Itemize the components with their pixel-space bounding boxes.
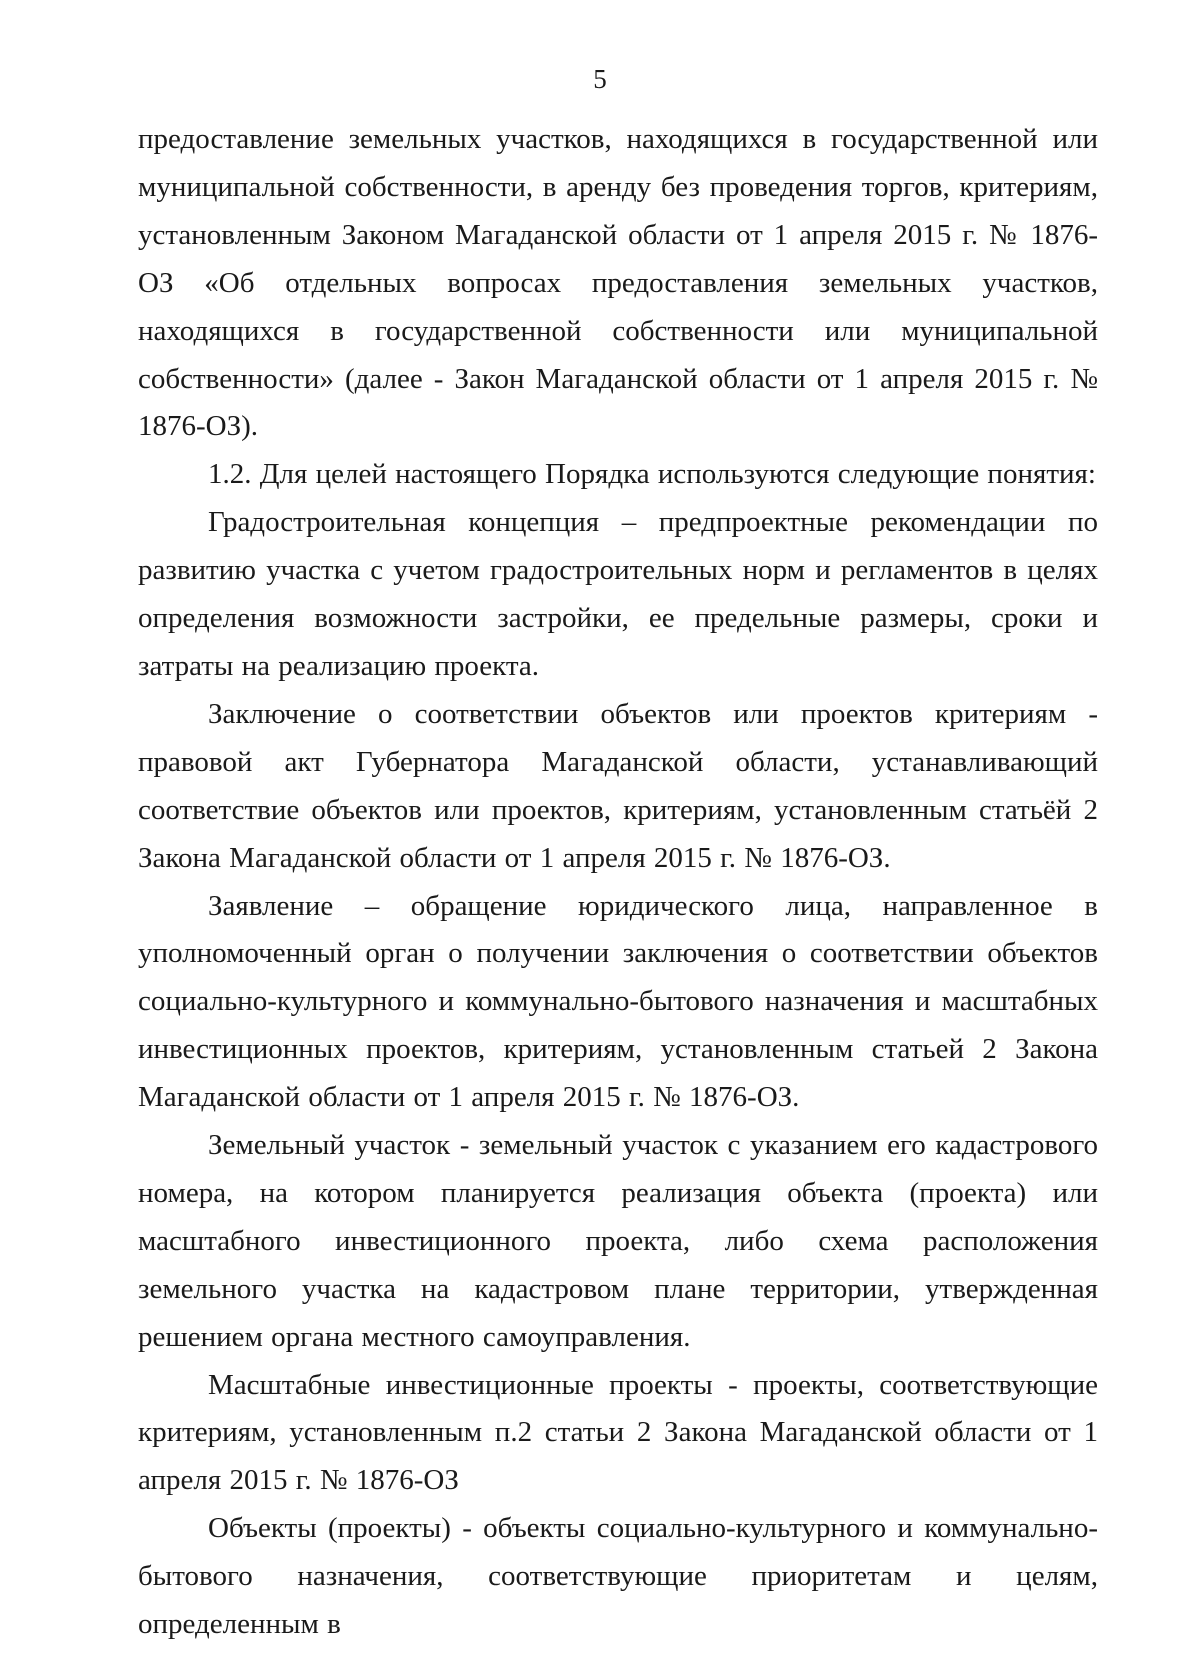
paragraph-definition-conclusion: Заключение о соответствии объектов или проектов критериям - правовой акт Губернатора Магаданской области, устанавливающий соответствие объектов или проектов, критериям, установленным статьёй 2 Закона Магаданской области от 1 апреля 2015 г. № 1876-ОЗ. (138, 697, 1098, 874)
paragraph-definition-large-projects: Масштабные инвестиционные проекты - проекты, соответствующие критериям, установленным п.2 статьи 2 Закона Магаданской области от 1 апреля 2015 г. № 1876-ОЗ (138, 1368, 1098, 1497)
paragraph-continuation: предоставление земельных участков, находящихся в государственной или муниципальной собственности, в аренду без проведения торгов, критериям, установленным Законом Магаданской области от 1 апреля 2015 г. № 1876-ОЗ «Об отдельных вопросах предоставления земельных участков, находящихся в государственной собственности или муниципальной собственности» (далее - Закон Магаданской области от 1 апреля 2015 г. № 1876-ОЗ). (138, 123, 1098, 443)
document-body (138, 116, 1098, 1649)
paragraph-section-1-2: 1.2. Для целей настоящего Порядка используются следующие понятия: (208, 458, 1096, 491)
paragraph-definition-land-plot: Земельный участок - земельный участок с указанием его кадастрового номера, на котором планируется реализация объекта (проекта) или масштабного инвестиционного проекта, либо схема расположения земельного участка на кадастровом плане территории, утвержденная решением органа местного самоуправления. (138, 1129, 1098, 1353)
paragraph-definition-urban-concept: Градостроительная концепция – предпроектные рекомендации по развитию участка с учетом градостроительных норм и регламентов в целях определения возможности застройки, ее предельные размеры, сроки и затраты на реализацию проекта. (138, 506, 1098, 682)
page-number: 5 (593, 64, 607, 94)
paragraph-definition-application: Заявление – обращение юридического лица, направленное в уполномоченный орган о получении заключения о соответствии объектов социально-культурного и коммунально-бытового назначения и масштабных инвестиционных проектов, критериям, установленным статьей 2 Закона Магаданской области от 1 апреля 2015 г. № 1876-ОЗ. (138, 889, 1098, 1114)
paragraph-definition-objects: Объекты (проекты) - объекты социально-культурного и коммунально-бытового назначения, соответствующие приоритетам и целям, определенным в (138, 1512, 1098, 1641)
